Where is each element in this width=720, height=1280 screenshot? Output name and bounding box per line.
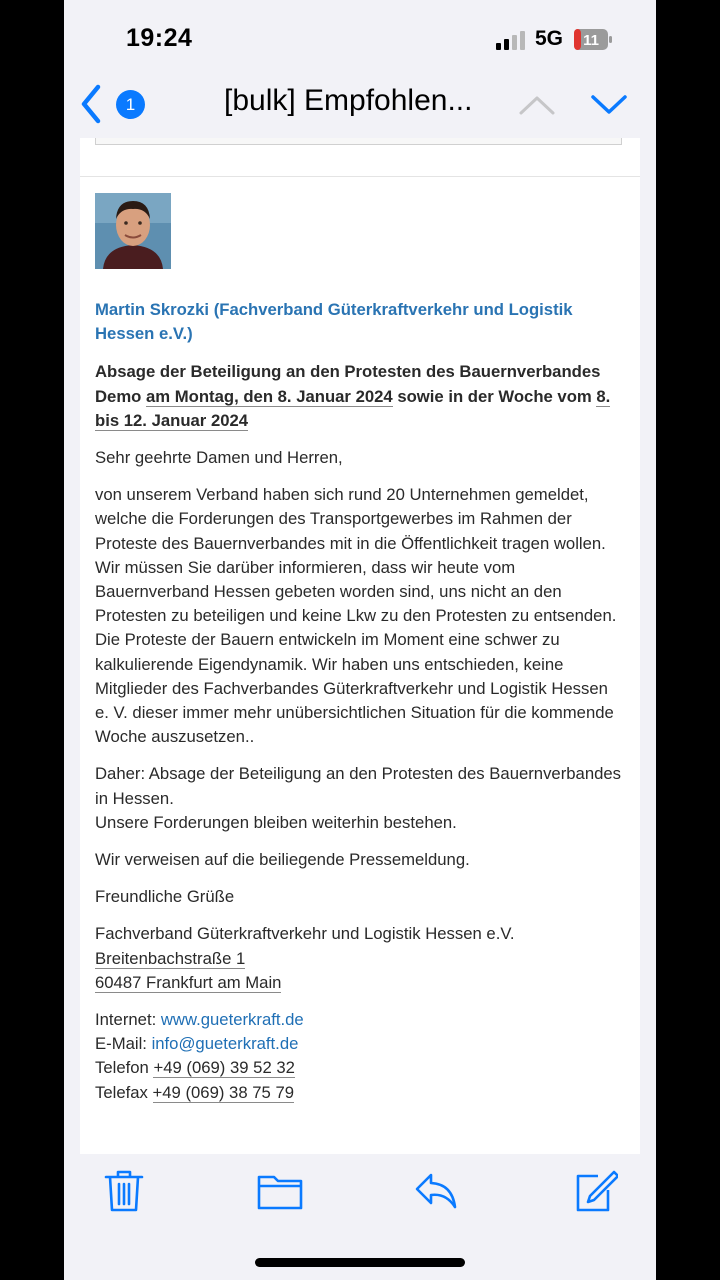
address-city-link[interactable]: 60487 Frankfurt am Main <box>95 972 282 992</box>
signal-icon <box>496 30 526 50</box>
reply-icon[interactable] <box>414 1168 458 1214</box>
paragraph-2-line-1: Daher: Absage der Beteiligung an den Protesten des Bauernverbandes in Hessen. <box>95 764 622 808</box>
fax-link[interactable]: +49 (069) 38 75 79 <box>152 1082 295 1102</box>
previous-message-box <box>95 138 622 145</box>
closing: Freundliche Grüße <box>95 887 235 907</box>
paragraph-1: von unserem Verband haben sich rund 20 Unternehmen gemeldet, welche die Forderungen des Transportgewerbes im Rahmen der Proteste des Bauernverbandes mit in die Öffentlichkeit tragen wollen. Wir müssen Sie darüber informieren, dass wir heute vom Bauernverband Hessen gebeten worden sind, uns nicht an den Protesten zu beteiligen und keine Lkw zu den Protesten zu entsenden. Die Proteste der Bauern entwickeln im Moment eine schwer zu kalkulierende Eigendynamik. Wir haben uns entschieden, keine Mitglieder des Fachverbandes Güterkraftverkehr und Logistik Hessen e. V. dieser immer mehr unübersichtlichen Situation für die kommende Woche auszusetzen.. <box>95 485 617 747</box>
subject-mid: sowie in der Woche vom <box>392 386 597 406</box>
navigation-bar <box>64 78 656 138</box>
subject-date-range-link[interactable]: 8. bis 12. Januar 2024 <box>95 386 611 430</box>
message-title: [bulk] Empfohlen... <box>224 84 473 117</box>
compose-icon[interactable] <box>574 1168 618 1214</box>
unread-count-badge[interactable]: 1 <box>116 90 145 119</box>
subject-date-link[interactable]: am Montag, den 8. Januar 2024 <box>146 386 393 406</box>
battery-level: 11 <box>583 32 599 49</box>
folder-icon[interactable] <box>257 1168 303 1214</box>
chevron-down-icon[interactable] <box>590 90 628 120</box>
fax-label: Telefax <box>95 1082 153 1102</box>
email-subject <box>95 360 625 433</box>
email-body[interactable] <box>80 138 640 1154</box>
mail-screen <box>64 0 656 1280</box>
signature-contact <box>95 1008 625 1105</box>
sender-name: Martin Skrozki (Fachverband Güterkraftverkehr und Logistik Hessen e.V.) <box>95 300 573 344</box>
network-type: 5G <box>535 27 564 50</box>
paragraph-3: Wir verweisen auf die beiliegende Pressemeldung. <box>95 850 470 870</box>
trash-icon[interactable] <box>102 1168 146 1214</box>
phone-label: Telefon <box>95 1058 154 1078</box>
phone-link[interactable]: +49 (069) 39 52 32 <box>153 1058 295 1078</box>
subject-title: Absage der Beteiligung an den Protesten des Bauernverbandes <box>95 362 601 382</box>
internet-label: Internet: <box>95 1010 161 1030</box>
chevron-up-icon[interactable] <box>518 90 556 120</box>
message-text <box>95 298 625 1118</box>
signature-org: Fachverband Güterkraftverkehr und Logistik Hessen e.V. <box>95 924 515 944</box>
website-link[interactable]: www.gueterkraft.de <box>160 1010 304 1030</box>
battery-icon <box>574 29 612 50</box>
greeting: Sehr geehrte Damen und Herren, <box>95 448 343 468</box>
home-indicator[interactable] <box>255 1258 465 1267</box>
address-street-link[interactable]: Breitenbachstraße 1 <box>95 948 246 968</box>
email-label: E-Mail: <box>95 1034 152 1054</box>
status-bar <box>64 0 656 78</box>
subject-demo: Demo <box>95 386 146 406</box>
paragraph-2 <box>95 762 625 835</box>
divider <box>80 176 640 177</box>
email-link[interactable]: info@gueterkraft.de <box>151 1034 299 1054</box>
paragraph-2-line-2: Unsere Forderungen bleiben weiterhin bestehen. <box>95 812 457 832</box>
status-time: 19:24 <box>126 24 193 52</box>
sender-photo <box>95 193 171 269</box>
signature-address <box>95 922 625 995</box>
back-chevron-icon[interactable] <box>76 80 106 128</box>
